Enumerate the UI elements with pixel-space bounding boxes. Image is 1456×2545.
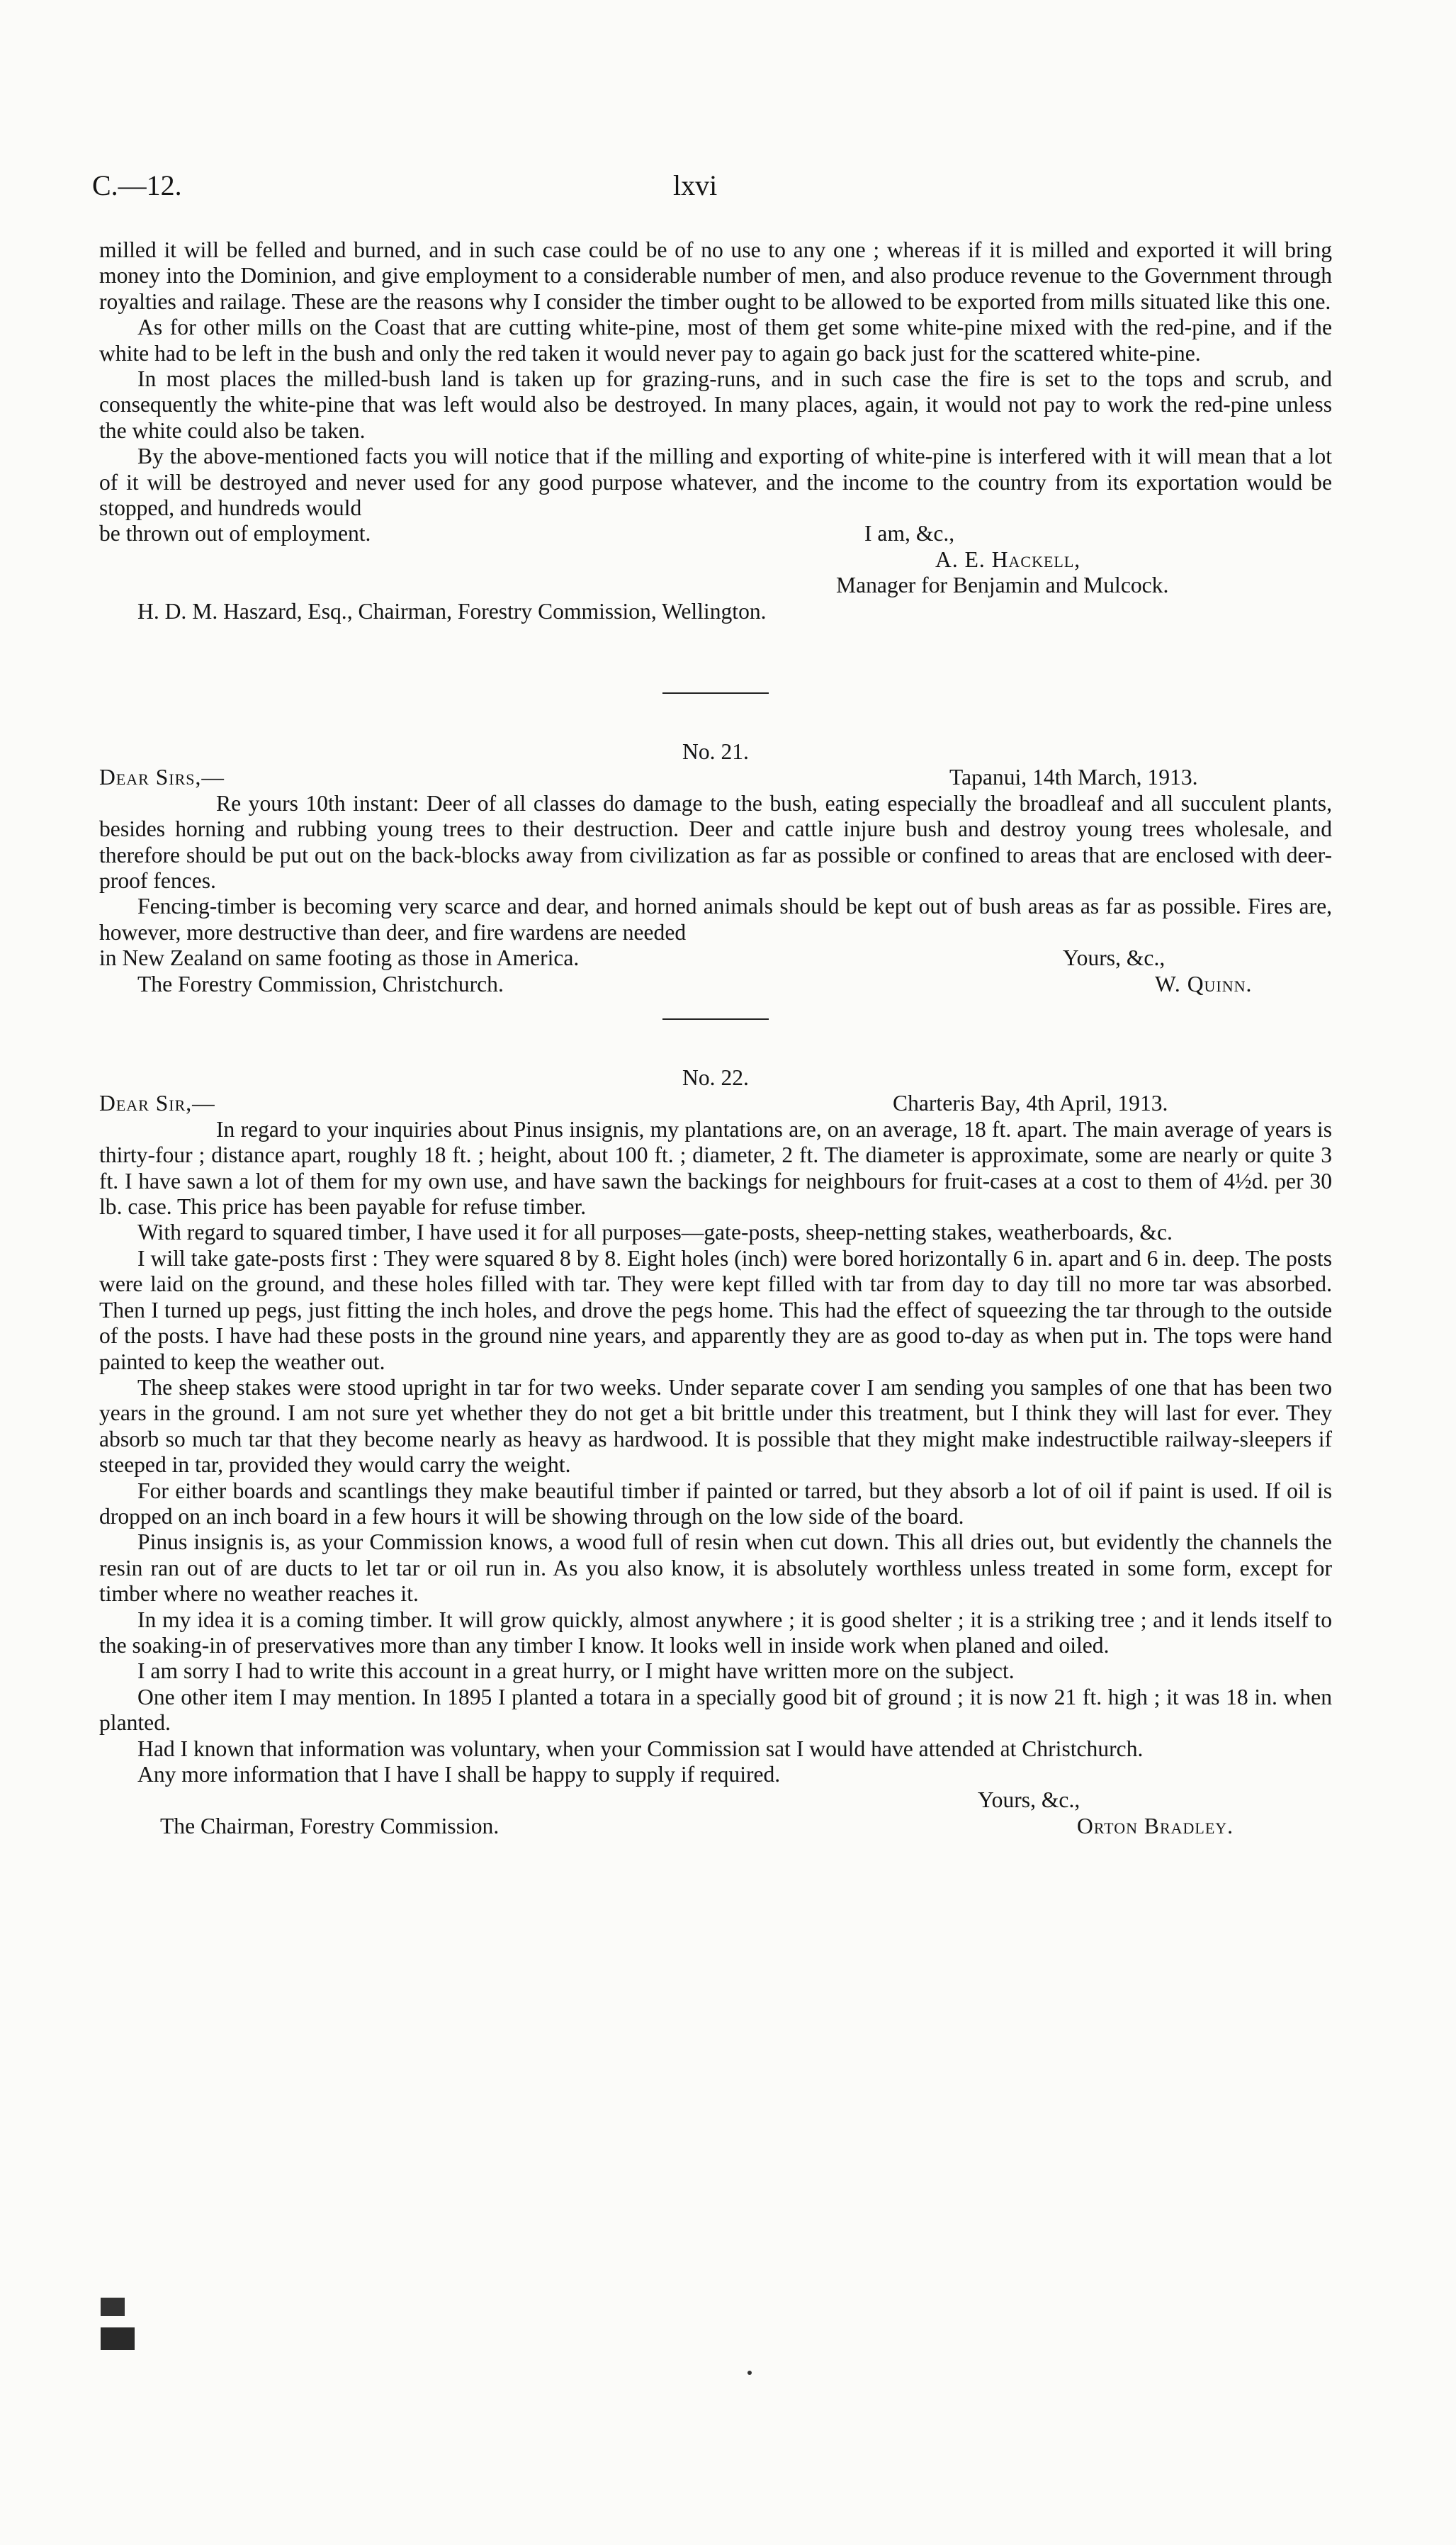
closing-line	[99, 521, 1332, 546]
closing-line	[99, 1787, 1332, 1813]
paragraph-end: in New Zealand on same footing as those in America.	[99, 945, 580, 971]
paragraph: I will take gate-posts first : They were squared 8 by 8. Eight holes (inch) were bored horizontally 6 in. apart and 6 in. deep. The posts were laid on the ground, and these holes filled with tar. They were kept filled with tar from day to day till no more tar was absorbed. Then I turned up pegs, just fitting the inch holes, and drove the pegs home. This had the effect of squeezing the tar through to the outside of the posts. I have had these posts in the ground nine years, and apparently they are as good to-day as when put in. The tops were hand painted to keep the weather out.	[99, 1245, 1332, 1374]
salutation-line	[99, 1091, 1332, 1116]
ink-blot-mark	[101, 2327, 135, 2350]
paragraph: Fencing-timber is becoming very scarce and dear, and horned animals should be kept out of bush areas as far as possible. Fires are, however, more destructive than deer, and fire wardens are needed	[99, 894, 1332, 945]
closing: Yours, &c.,	[1063, 945, 1166, 971]
signatory: A. E. Hackell,	[935, 546, 1081, 572]
paragraph: One other item I may mention. In 1895 I planted a totara in a specially good bit of ground ; it is now 21 ft. high ; it was 18 in. when planted.	[99, 1684, 1332, 1736]
letter-no-22	[99, 1065, 1332, 1839]
closing: I am, &c.,	[864, 521, 955, 546]
paragraph: In my idea it is a coming timber. It will grow quickly, almost anywhere ; it is good shelter ; it is a striking tree ; and it lends itself to the soaking-in of preservatives more than any timber I know. It looks well in inside work when planed and oiled.	[99, 1607, 1332, 1658]
paragraph: By the above-mentioned facts you will notice that if the milling and exporting of white-pine is interfered with it will mean that a lot of it will be destroyed and never used for any good purpose whatever, and the income to the country from its exportation would be stopped, and hundreds would	[99, 444, 1332, 521]
addressee: H. D. M. Haszard, Esq., Chairman, Forestry Commission, Wellington.	[137, 598, 767, 624]
page-number: lxvi	[673, 169, 718, 201]
paragraph: In regard to your inquiries about Pinus insignis, my plantations are, on an average, 18 ft. apart. The main average of years is thirty-four ; distance apart, roughly 18 ft. ; height, about 100 ft. ; diameter, 2 ft. The diameter is approximate, some are nearly or quite 3 ft. I have sawn a lot of them for my own use, and have sawn the backings for neighbours for fruit-cases at a cost to them of 4½d. per 30 lb. case. This price has been payable for refuse timber.	[99, 1116, 1332, 1220]
signatory: W. Quinn.	[1155, 971, 1253, 996]
paragraph: For either boards and scantlings they make beautiful timber if painted or tarred, but they absorb a lot of oil if paint is used. If oil is dropped on an inch board in a few hours it will be showing through on the low side of the board.	[99, 1478, 1332, 1529]
addressee: The Forestry Commission, Christchurch.	[137, 971, 504, 996]
letter-hackell	[99, 237, 1332, 624]
paragraph: I am sorry I had to write this account in a great hurry, or I might have written more on the subject.	[137, 1658, 1015, 1684]
paragraph: milled it will be felled and burned, and in such case could be of no use to any one ; whereas if it is milled and exported it will bring money into the Dominion, and give employment to a considerable number of men, and also produce revenue to the Government through royalties and railage. These are the reasons why I consider the timber ought to be allowed to be exported from mills situated like this one.	[99, 237, 1332, 314]
closing: Yours, &c.,	[978, 1787, 1080, 1813]
letter-number: No. 21.	[682, 739, 749, 765]
addressee: The Chairman, Forestry Commission.	[160, 1813, 500, 1838]
paragraph: With regard to squared timber, I have used it for all purposes—gate-posts, sheep-netting stakes, weatherboards, &c.	[137, 1220, 1173, 1245]
place-date: Charteris Bay, 4th April, 1913.	[893, 1091, 1168, 1116]
letter-number: No. 22.	[682, 1065, 749, 1091]
page-body	[99, 237, 1332, 1839]
salutation: Dear Sir,—	[99, 1091, 215, 1116]
signatory: Orton Bradley.	[1077, 1813, 1234, 1838]
paragraph: Any more information that I have I shall be happy to supply if required.	[137, 1762, 781, 1787]
paragraph: In most places the milled-bush land is taken up for grazing-runs, and in such case the fire is set to the tops and scrub, and consequently the white-pine that was left would also be destroyed. In many places, again, it would not pay to work the red-pine unless the white could also be taken.	[99, 366, 1332, 443]
stray-dot-mark	[747, 2371, 752, 2375]
paragraph: As for other mills on the Coast that are cutting white-pine, most of them get some white-pine mixed with the red-pine, and if the white had to be left in the bush and only the red taken it would never pay to again go back just for the scattered white-pine.	[99, 315, 1332, 366]
paragraph: The sheep stakes were stood upright in tar for two weeks. Under separate cover I am sending you samples of one that has been two years in the ground. I am not sure yet whether they do not get a bit brittle under this treatment, but I think they will last for ever. They absorb so much tar that they become nearly as heavy as hardwood. It is possible that they might make indestructible railway-sleepers if steeped in tar, provided they would carry the weight.	[99, 1374, 1332, 1478]
closing-line	[99, 945, 1332, 971]
page-header	[0, 169, 1456, 211]
ink-blot-mark	[101, 2298, 125, 2316]
letter-no-21	[99, 739, 1332, 997]
paragraph-end: be thrown out of employment.	[99, 521, 371, 546]
paragraph: Had I known that information was voluntary, when your Commission sat I would have attended at Christchurch.	[137, 1736, 1144, 1761]
salutation: Dear Sirs,—	[99, 765, 225, 790]
paragraph: Re yours 10th instant: Deer of all classes do damage to the bush, eating especially the broadleaf and all succulent plants, besides horning and rubbing young trees to their destruction. Deer and cattle injure bush and destroy young trees wholesale, and therefore should be put out on the back-blocks away from civilization as far as possible or confined to areas that are enclosed with deer-proof fences.	[99, 790, 1332, 894]
salutation-line	[99, 765, 1332, 790]
signatory-title: Manager for Benjamin and Mulcock.	[836, 573, 1169, 598]
document-code: C.—12.	[92, 169, 182, 201]
place-date: Tapanui, 14th March, 1913.	[949, 765, 1198, 790]
paragraph: Pinus insignis is, as your Commission knows, a wood full of resin when cut down. This all dries out, but evidently the channels the resin ran out of are ducts to let tar or oil run in. As you also know, it is absolutely worthless unless treated in some form, except for timber where no weather reaches it.	[99, 1529, 1332, 1607]
